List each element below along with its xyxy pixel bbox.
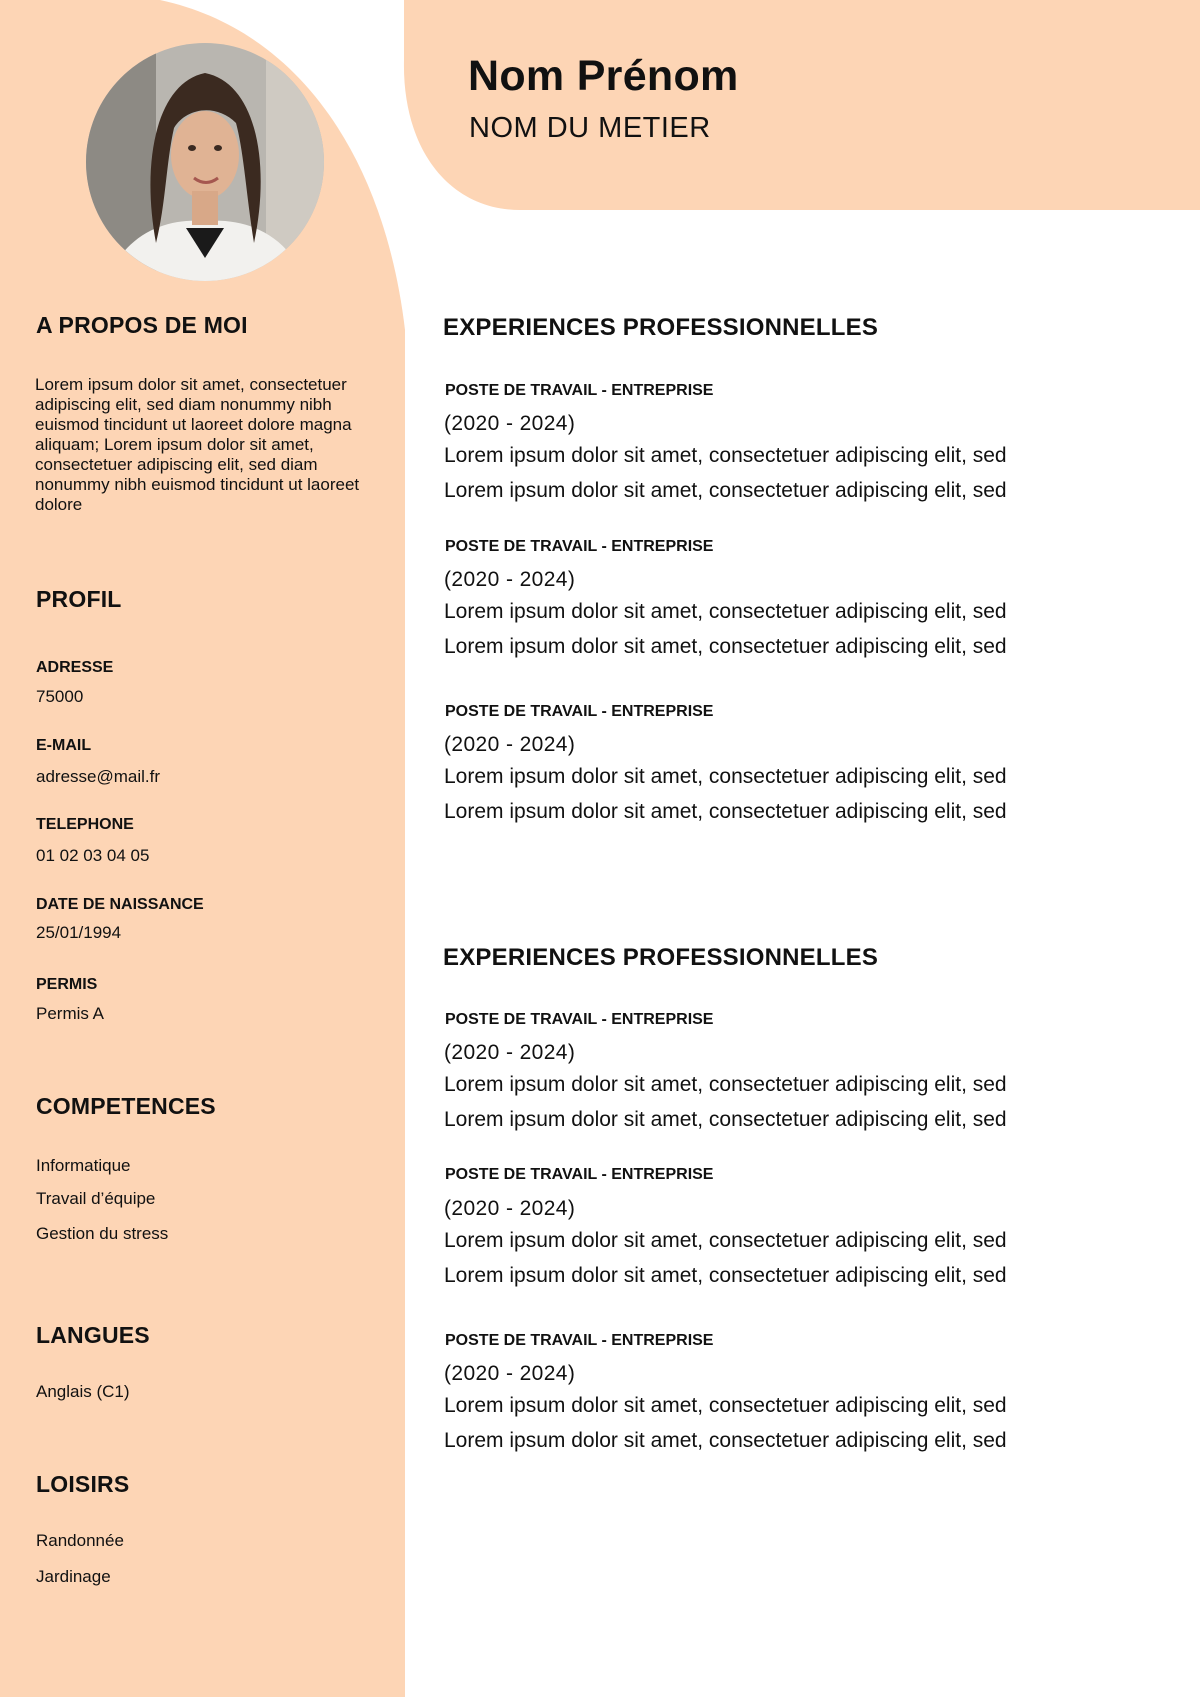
about-text: Lorem ipsum dolor sit amet, consectetuer adipiscing elit, sed diam nonummy nibh euismod tincidunt ut laoreet dolore magna aliquam; Lorem ipsum dolor sit amet, consectetuer adipiscing elit, sed diam nonummy nibh euismod tincidunt ut laoreet dolore [35,375,360,514]
job-entry-line: Lorem ipsum dolor sit amet, consectetuer adipiscing elit, sed [444,1394,1007,1417]
job-entry-date: (2020 - 2024) [444,1362,576,1385]
language-item: Anglais (C1) [36,1382,130,1401]
birthdate-label: DATE DE NAISSANCE [36,896,204,913]
job-entry-line: Lorem ipsum dolor sit amet, consectetuer adipiscing elit, sed [444,1264,1007,1287]
skill-item: Travail d’équipe [36,1189,156,1208]
profile-photo [86,43,324,281]
phone-label: TELEPHONE [36,816,134,833]
hobby-item: Randonnée [36,1531,124,1550]
profil-heading: PROFIL [36,586,122,612]
job-entry-title: POSTE DE TRAVAIL - ENTREPRISE [445,1332,714,1349]
license-label: PERMIS [36,976,98,993]
hobbies-heading: LOISIRS [36,1471,130,1497]
job-entry-line: Lorem ipsum dolor sit amet, consectetuer adipiscing elit, sed [444,1229,1007,1252]
job-entry-line: Lorem ipsum dolor sit amet, consectetuer adipiscing elit, sed [444,600,1007,623]
job-entry-date: (2020 - 2024) [444,568,576,591]
address-value: 75000 [36,687,84,706]
job-entry-line: Lorem ipsum dolor sit amet, consectetuer adipiscing elit, sed [444,765,1007,788]
languages-heading: LANGUES [36,1322,150,1348]
birthdate-value: 25/01/1994 [36,923,122,942]
phone-value: 01 02 03 04 05 [36,846,150,865]
job-entry-date: (2020 - 2024) [444,412,576,435]
job-entry-line: Lorem ipsum dolor sit amet, consectetuer adipiscing elit, sed [444,1108,1007,1131]
skills-heading: COMPETENCES [36,1093,216,1119]
job-entry-line: Lorem ipsum dolor sit amet, consectetuer adipiscing elit, sed [444,1073,1007,1096]
experience-heading: EXPERIENCES PROFESSIONNELLES [443,314,879,341]
license-value: Permis A [36,1004,105,1023]
job-entry-date: (2020 - 2024) [444,1041,576,1064]
job-entry-line: Lorem ipsum dolor sit amet, consectetuer adipiscing elit, sed [444,479,1007,502]
job-entry-title: POSTE DE TRAVAIL - ENTREPRISE [445,538,714,555]
job-entry-title: POSTE DE TRAVAIL - ENTREPRISE [445,703,714,720]
job-entry-title: POSTE DE TRAVAIL - ENTREPRISE [445,1166,714,1183]
skill-item: Gestion du stress [36,1224,169,1243]
job-entry-date: (2020 - 2024) [444,1197,576,1220]
job-entry-title: POSTE DE TRAVAIL - ENTREPRISE [445,1011,714,1028]
email-label: E-MAIL [36,737,92,754]
about-heading: A PROPOS DE MOI [36,312,248,338]
job-entry-date: (2020 - 2024) [444,733,576,756]
job-entry-line: Lorem ipsum dolor sit amet, consectetuer adipiscing elit, sed [444,444,1007,467]
experience-heading: EXPERIENCES PROFESSIONNELLES [443,944,879,971]
job-title: NOM DU METIER [469,112,711,144]
header-shape [404,0,1200,210]
job-entry-line: Lorem ipsum dolor sit amet, consectetuer adipiscing elit, sed [444,1429,1007,1452]
candidate-name: Nom Prénom [468,52,739,100]
job-entry-line: Lorem ipsum dolor sit amet, consectetuer adipiscing elit, sed [444,635,1007,658]
job-entry-title: POSTE DE TRAVAIL - ENTREPRISE [445,382,714,399]
skill-item: Informatique [36,1156,131,1175]
address-label: ADRESSE [36,659,114,676]
email-value: adresse@mail.fr [36,767,161,786]
hobby-item: Jardinage [36,1567,111,1586]
job-entry-line: Lorem ipsum dolor sit amet, consectetuer adipiscing elit, sed [444,800,1007,823]
